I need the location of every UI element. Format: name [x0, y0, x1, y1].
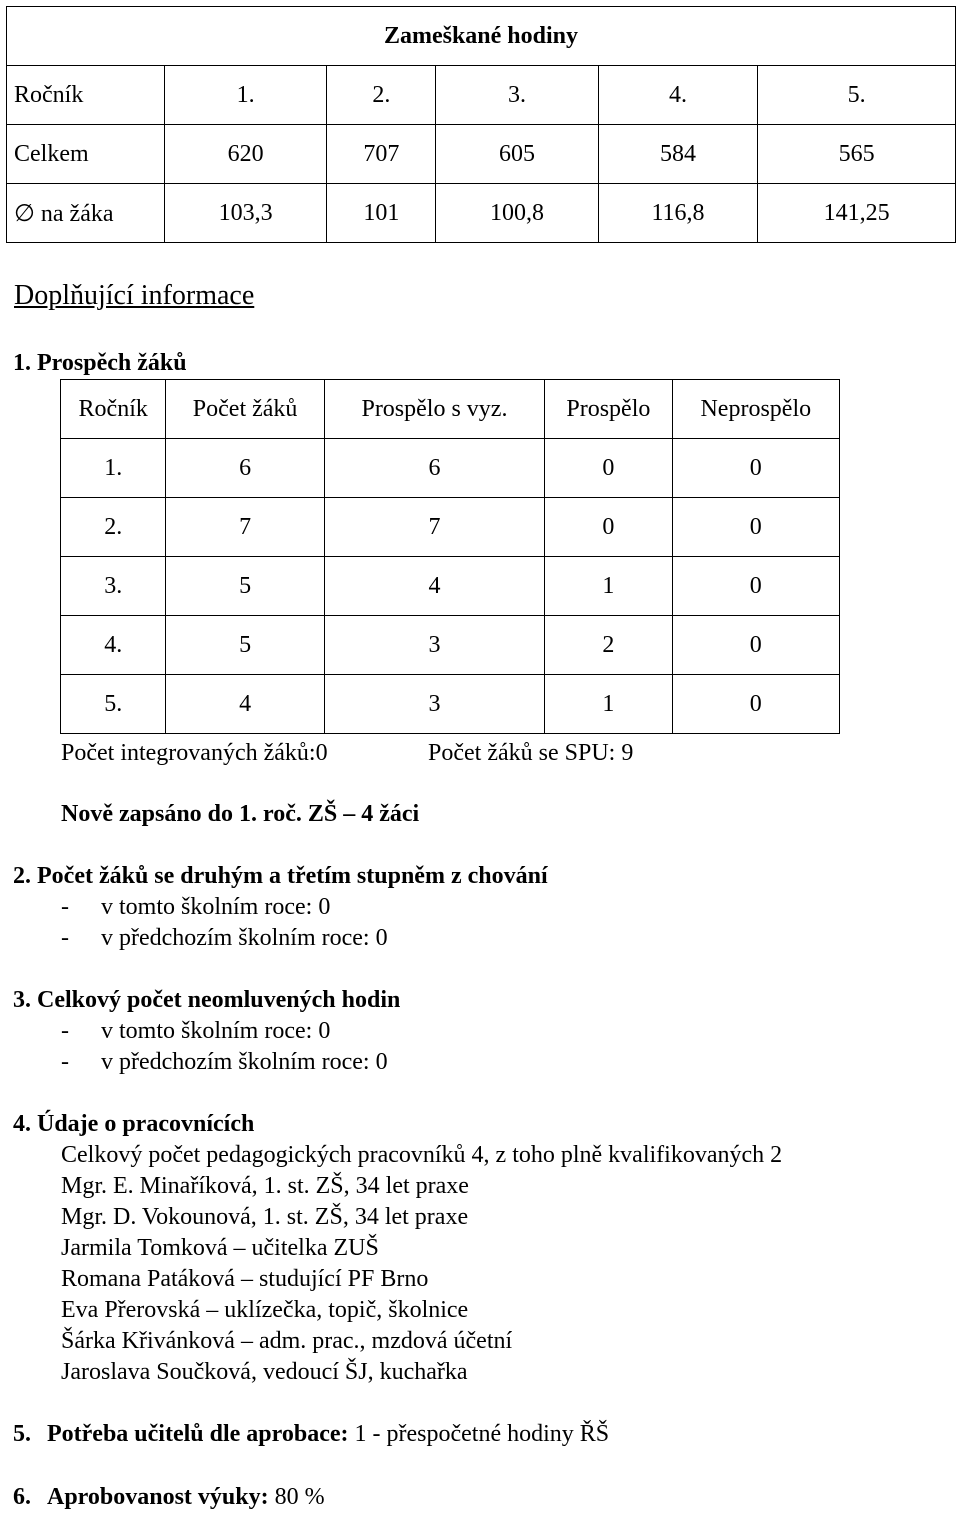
table-cell: 0: [545, 439, 672, 498]
list-item: - v předchozím školním roce: 0: [61, 1049, 388, 1075]
table-cell: 605: [436, 125, 598, 184]
table-cell: 3: [324, 616, 544, 675]
staff-line: Celkový počet pedagogických pracovníků 4, z toho plně kvalifikovaných 2: [61, 1142, 783, 1168]
section6-number: 6.: [13, 1484, 31, 1510]
table-cell: 4.: [598, 66, 758, 125]
column-header: Počet žáků: [166, 380, 324, 439]
table-cell: 1: [545, 557, 672, 616]
table-cell: 2: [545, 616, 672, 675]
table-cell: 3.: [61, 557, 166, 616]
table-cell: 0: [672, 439, 839, 498]
column-header: Prospělo s vyz.: [324, 380, 544, 439]
table-row: [61, 498, 840, 557]
table-cell: 101: [327, 184, 436, 243]
table-cell: 116,8: [598, 184, 758, 243]
table-cell: 4: [324, 557, 544, 616]
table-row: [61, 557, 840, 616]
staff-line: Jarmila Tomková – učitelka ZUŠ: [61, 1235, 379, 1261]
supplement-heading: Doplňující informace: [14, 280, 255, 311]
section2-heading: 2. Počet žáků se druhým a třetím stupněm z chování: [13, 863, 548, 889]
row-label: Ročník: [7, 66, 165, 125]
staff-line: Romana Patáková – studující PF Brno: [61, 1266, 429, 1292]
row-label: Celkem: [7, 125, 165, 184]
grades-table: [60, 379, 840, 734]
table-cell: 1.: [165, 66, 327, 125]
section4-heading: 4. Údaje o pracovnících: [13, 1111, 255, 1137]
list-item: - v předchozím školním roce: 0: [61, 925, 388, 951]
section6: [13, 1485, 325, 1509]
table-cell: 0: [672, 616, 839, 675]
table-header-row: [61, 380, 840, 439]
table-cell: 103,3: [165, 184, 327, 243]
staff-line: Mgr. D. Vokounová, 1. st. ZŠ, 34 let praxe: [61, 1204, 469, 1230]
table-cell: 0: [672, 498, 839, 557]
staff-line: Mgr. E. Minaříková, 1. st. ZŠ, 34 let praxe: [61, 1173, 469, 1199]
table-row: [7, 184, 956, 243]
section5-number: 5.: [13, 1421, 31, 1447]
section6-label: Aprobovanost výuky:: [47, 1484, 269, 1510]
table-cell: 565: [758, 125, 956, 184]
section1-heading: 1. Prospěch žáků: [13, 350, 187, 376]
section6-value: 80 %: [274, 1484, 325, 1510]
staff-line: Jaroslava Součková, vedoucí ŠJ, kuchařka: [61, 1359, 468, 1385]
table-cell: 5: [166, 616, 324, 675]
table-cell: 1: [545, 675, 672, 734]
table-cell: 5.: [61, 675, 166, 734]
table-cell: 2.: [61, 498, 166, 557]
section5-value: 1 - přespočetné hodiny ŘŠ: [354, 1421, 610, 1447]
column-header: Ročník: [61, 380, 166, 439]
absence-table: [6, 6, 956, 243]
table-cell: 0: [545, 498, 672, 557]
table-cell: 3.: [436, 66, 598, 125]
table-cell: 584: [598, 125, 758, 184]
section5: [13, 1422, 609, 1446]
column-header: Neprospělo: [672, 380, 839, 439]
absence-title: Zameškané hodiny: [7, 7, 956, 66]
staff-line: Eva Přerovská – uklízečka, topič, školnice: [61, 1297, 469, 1323]
table-cell: 0: [672, 675, 839, 734]
list-item: - v tomto školním roce: 0: [61, 894, 331, 920]
table-cell: 620: [165, 125, 327, 184]
table-cell: 100,8: [436, 184, 598, 243]
section5-label: Potřeba učitelů dle aprobace:: [47, 1421, 349, 1447]
table-cell: 7: [166, 498, 324, 557]
table-cell: 2.: [327, 66, 436, 125]
staff-line: Šárka Křivánková – adm. prac., mzdová účetní: [61, 1328, 513, 1354]
table-row: [61, 616, 840, 675]
section3-heading: 3. Celkový počet neomluvených hodin: [13, 987, 401, 1013]
table-cell: 6: [166, 439, 324, 498]
table-cell: 4.: [61, 616, 166, 675]
row-label: ∅ na žáka: [7, 184, 165, 243]
list-item: - v tomto školním roce: 0: [61, 1018, 331, 1044]
table-cell: 4: [166, 675, 324, 734]
table-row: [7, 66, 956, 125]
enrolled-note: Nově zapsáno do 1. roč. ZŠ – 4 žáci: [61, 801, 420, 827]
table-cell: 3: [324, 675, 544, 734]
table-cell: 0: [672, 557, 839, 616]
column-header: Prospělo: [545, 380, 672, 439]
table-row: [7, 125, 956, 184]
integrated-count: Počet integrovaných žáků:0: [61, 740, 328, 766]
table-cell: 1.: [61, 439, 166, 498]
spu-count: Počet žáků se SPU: 9: [428, 740, 634, 766]
table-cell: 141,25: [758, 184, 956, 243]
table-cell: 7: [324, 498, 544, 557]
table-cell: 5: [166, 557, 324, 616]
table-row: [61, 439, 840, 498]
table-cell: 6: [324, 439, 544, 498]
table-row: [61, 675, 840, 734]
table-cell: 707: [327, 125, 436, 184]
table-cell: 5.: [758, 66, 956, 125]
